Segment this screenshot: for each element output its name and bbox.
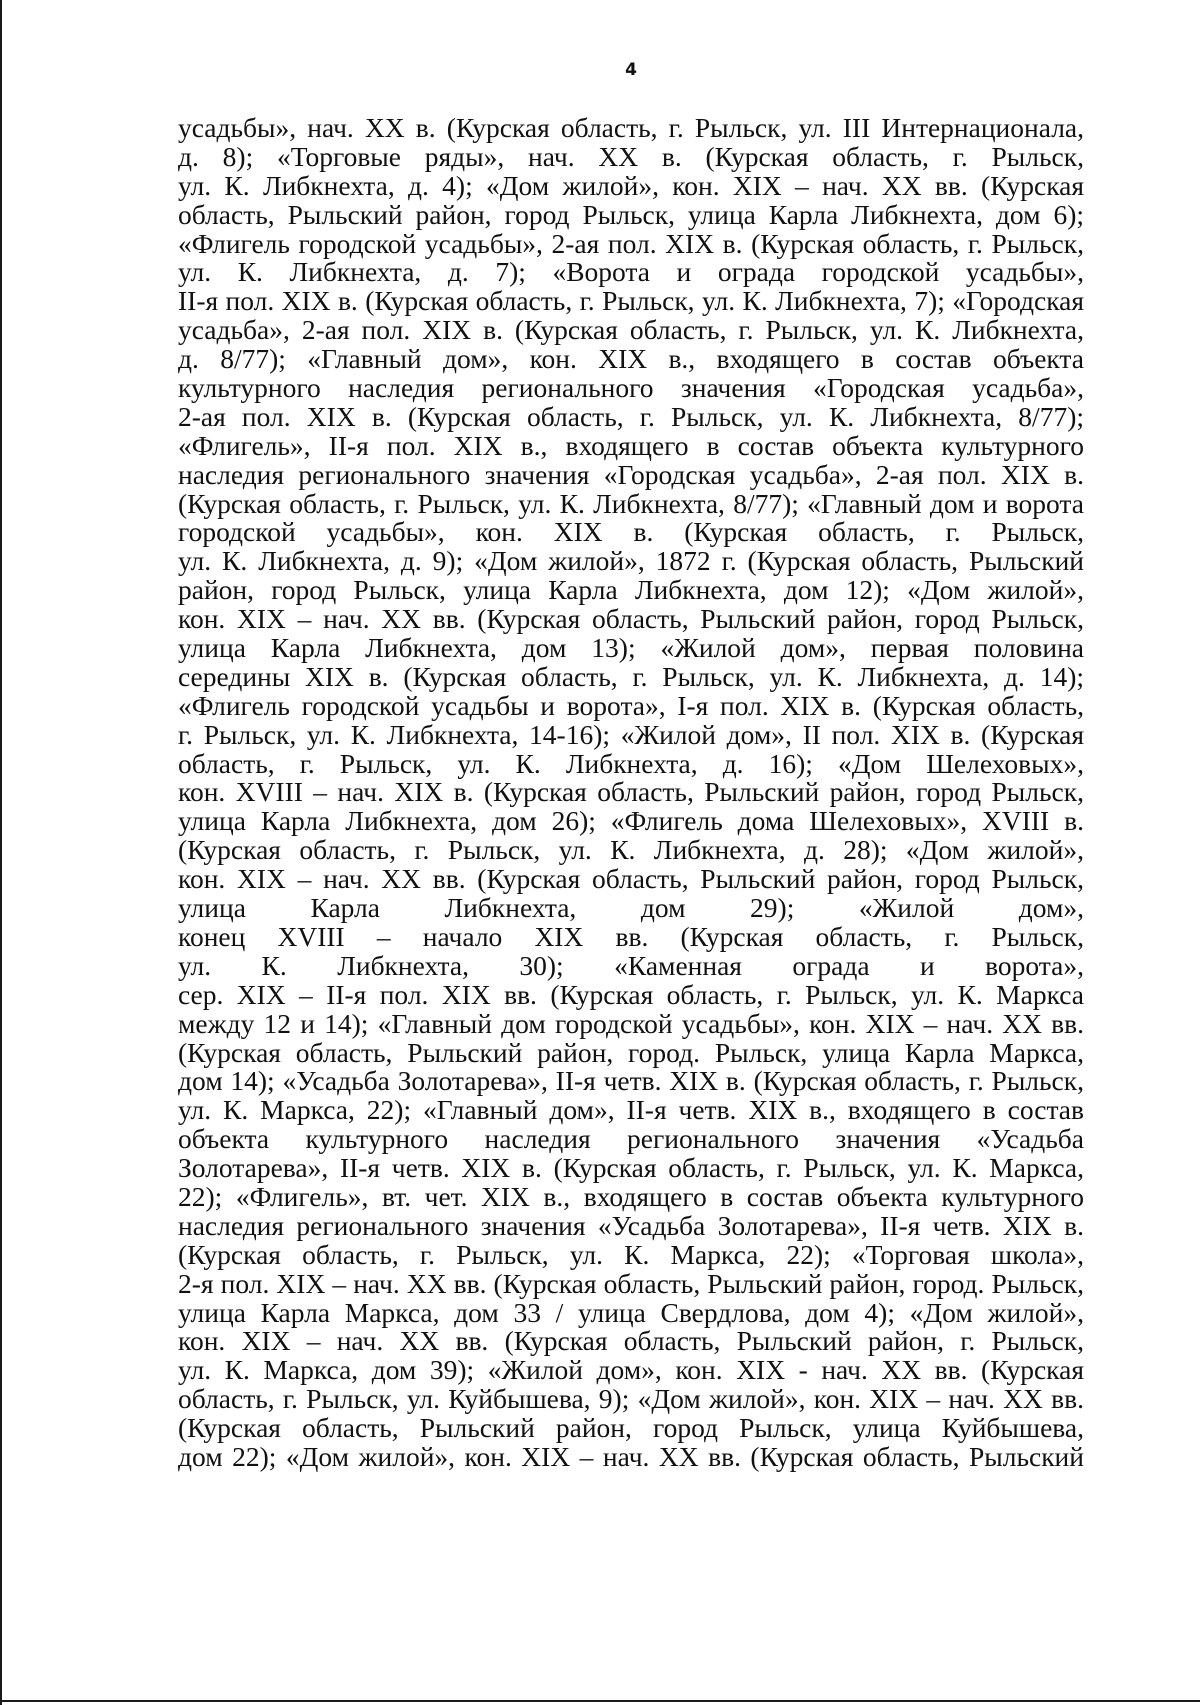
- text-line: ул. К. Либкнехта, д. 4); «Дом жилой», кон. XIX – нач. XX вв. (Курская: [178, 169, 1084, 201]
- text-line: улица Карла Маркса, дом 33 / улица Свердлова, дом 4); «Дом жилой»,: [178, 1296, 1084, 1328]
- text-line: дом 22); «Дом жилой», кон. XIX – нач. XX вв. (Курская область, Рыльский: [178, 1440, 1084, 1472]
- text-line: 2-я пол. XIX – нач. XX вв. (Курская область, Рыльский район, город. Рыльск,: [178, 1267, 1084, 1299]
- text-line: улица Карла Либкнехта, дом 29); «Жилой дом»,: [178, 892, 1084, 924]
- text-line: (Курская область, г. Рыльск, ул. К. Либкнехта, д. 28); «Дом жилой»,: [178, 834, 1084, 866]
- text-line: сер. XIX – II-я пол. XIX вв. (Курская область, г. Рыльск, ул. К. Маркса: [178, 978, 1084, 1010]
- text-line: конец XVIII – начало XIX вв. (Курская область, г. Рыльск,: [178, 920, 1084, 952]
- text-line: область, г. Рыльск, ул. К. Либкнехта, д. 16); «Дом Шелеховых»,: [178, 747, 1084, 779]
- text-line: область, г. Рыльск, ул. Куйбышева, 9); «Дом жилой», кон. XIX – нач. XX вв.: [178, 1383, 1084, 1415]
- text-line: ул. К. Маркса, 22); «Главный дом», II-я четв. XIX в., входящего в состав: [178, 1094, 1084, 1126]
- text-line: ул. К. Либкнехта, 30); «Каменная ограда и ворота»,: [178, 949, 1084, 981]
- scan-edge-left: [0, 0, 2, 1705]
- text-line: дом 14); «Усадьба Золотарева», II-я четв. XIX в. (Курская область, г. Рыльск,: [178, 1065, 1084, 1097]
- page-number: 4: [625, 60, 637, 80]
- text-line: д. 8/77); «Главный дом», кон. XIX в., входящего в состав объекта: [178, 343, 1084, 375]
- text-line: ул. К. Маркса, дом 39); «Жилой дом», кон. XIX - нач. XX вв. (Курская: [178, 1354, 1084, 1386]
- text-line: 22); «Флигель», вт. чет. XIX в., входящего в состав объекта культурного: [178, 1180, 1084, 1212]
- text-line: (Курская область, Рыльский район, город Рыльск, улица Куйбышева,: [178, 1412, 1084, 1444]
- text-line: «Флигель», II-я пол. XIX в., входящего в состав объекта культурного: [178, 429, 1084, 461]
- text-line: улица Карла Либкнехта, дом 13); «Жилой дом», первая половина: [178, 632, 1084, 664]
- text-line: (Курская область, г. Рыльск, ул. К. Маркса, 22); «Торговая школа»,: [178, 1238, 1084, 1270]
- text-line: кон. XIX – нач. XX вв. (Курская область, Рыльский район, г. Рыльск,: [178, 1325, 1084, 1357]
- text-line: усадьба», 2-ая пол. XIX в. (Курская область, г. Рыльск, ул. К. Либкнехта,: [178, 314, 1084, 346]
- text-line: г. Рыльск, ул. К. Либкнехта, 14-16); «Жилой дом», II пол. XIX в. (Курская: [178, 718, 1084, 750]
- text-line: (Курская область, Рыльский район, город. Рыльск, улица Карла Маркса,: [178, 1036, 1084, 1068]
- text-line: кон. XIX – нач. XX вв. (Курская область, Рыльский район, город Рыльск,: [178, 603, 1084, 635]
- text-line: «Флигель городской усадьбы и ворота», I-я пол. XIX в. (Курская область,: [178, 689, 1084, 721]
- text-line: 2-ая пол. XIX в. (Курская область, г. Рыльск, ул. К. Либкнехта, 8/77);: [178, 400, 1084, 432]
- text-line: Золотарева», II-я четв. XIX в. (Курская область, г. Рыльск, ул. К. Маркса,: [178, 1152, 1084, 1184]
- scan-edge-bottom: [0, 1700, 1200, 1702]
- document-body: [178, 114, 1084, 1472]
- text-line: «Флигель городской усадьбы», 2-ая пол. XIX в. (Курская область, г. Рыльск,: [178, 227, 1084, 259]
- text-line: ул. К. Либкнехта, д. 9); «Дом жилой», 1872 г. (Курская область, Рыльский: [178, 545, 1084, 577]
- text-line: кон. XIX – нач. XX вв. (Курская область, Рыльский район, город Рыльск,: [178, 863, 1084, 895]
- text-line: городской усадьбы», кон. XIX в. (Курская область, г. Рыльск,: [178, 516, 1084, 548]
- text-line: улица Карла Либкнехта, дом 26); «Флигель дома Шелеховых», XVIII в.: [178, 805, 1084, 837]
- text-line: середины XIX в. (Курская область, г. Рыльск, ул. К. Либкнехта, д. 14);: [178, 660, 1084, 692]
- text-line: культурного наследия регионального значения «Городская усадьба»,: [178, 372, 1084, 404]
- text-line: (Курская область, г. Рыльск, ул. К. Либкнехта, 8/77); «Главный дом и ворота: [178, 487, 1084, 519]
- text-line: д. 8); «Торговые ряды», нач. XX в. (Курская область, г. Рыльск,: [178, 140, 1084, 172]
- text-line: между 12 и 14); «Главный дом городской усадьбы», кон. XIX – нач. XX вв.: [178, 1007, 1084, 1039]
- text-line: кон. XVIII – нач. XIX в. (Курская область, Рыльский район, город Рыльск,: [178, 776, 1084, 808]
- text-line: район, город Рыльск, улица Карла Либкнехта, дом 12); «Дом жилой»,: [178, 574, 1084, 606]
- text-line: объекта культурного наследия регионального значения «Усадьба: [178, 1123, 1084, 1155]
- text-line: наследия регионального значения «Городская усадьба», 2-ая пол. XIX в.: [178, 458, 1084, 490]
- text-line: II-я пол. XIX в. (Курская область, г. Рыльск, ул. К. Либкнехта, 7); «Городская: [178, 285, 1084, 317]
- text-line: ул. К. Либкнехта, д. 7); «Ворота и ограда городской усадьбы»,: [178, 256, 1084, 288]
- text-line: область, Рыльский район, город Рыльск, улица Карла Либкнехта, дом 6);: [178, 198, 1084, 230]
- text-line: усадьбы», нач. XX в. (Курская область, г. Рыльск, ул. III Интернационала,: [178, 112, 1084, 143]
- text-line: наследия регионального значения «Усадьба Золотарева», II-я четв. XIX в.: [178, 1209, 1084, 1241]
